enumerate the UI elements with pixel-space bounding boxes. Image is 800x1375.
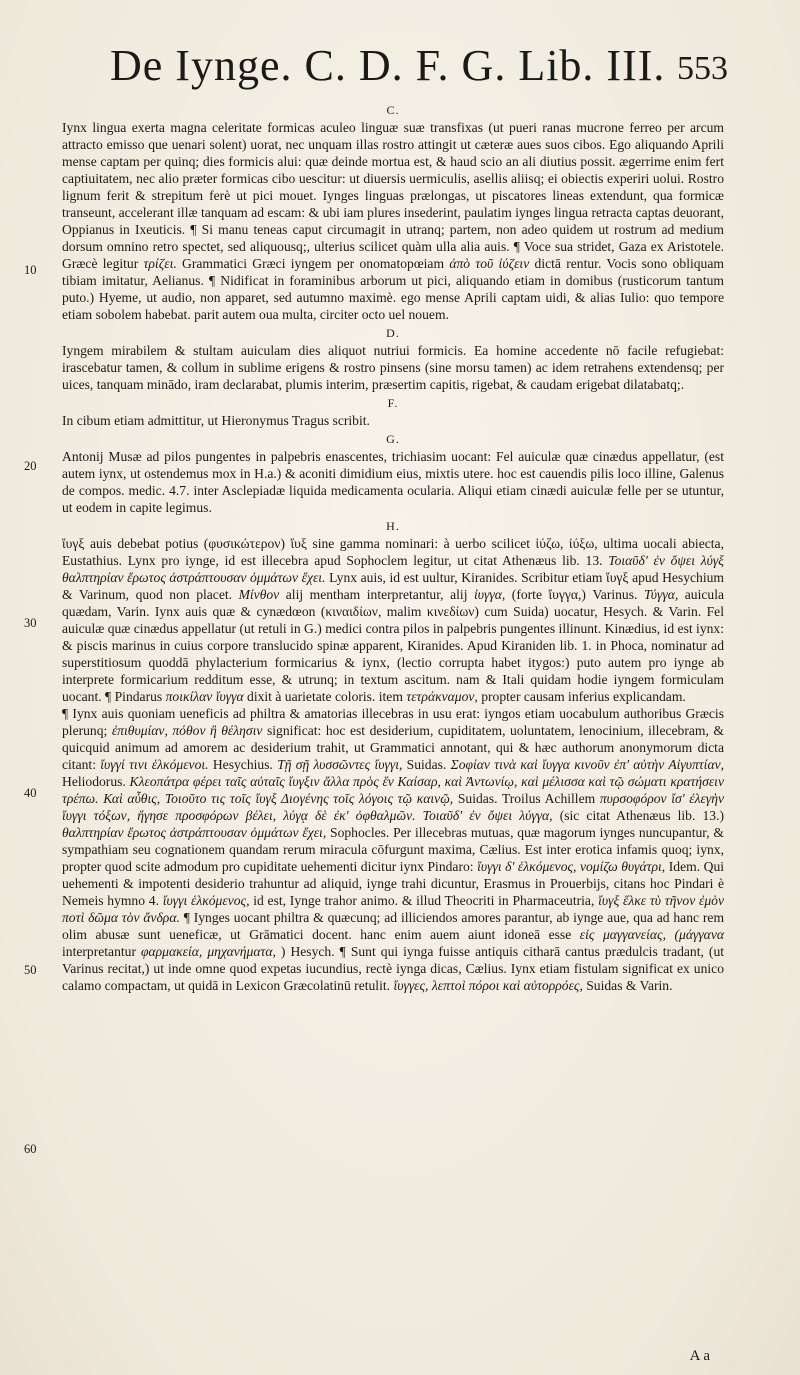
section-h-text: ἴυγξ auis debebat potius (φυσικώτερον) ἴυξ sine gamma nominari: à uerbo scilicet ἰύζω, ἰύξω, ultima uocali abiecta, Eustathius. Lynx pro iynge, id est illecebra apud Sophoclem legitur, ut citat Athenæus lib. 13.: [62, 536, 724, 568]
pilcrow-icon: ¶: [105, 689, 115, 704]
section-h-text: Sophocles. Per illecebras mutuas, quæ magorum iynges nuncupantur, & sympathiam seu cognationem quandam rerum miracula cōfurgunt maxima, Cælius. Est inter erotica infamis quoq; iynx, propter quod scite admodum pro cupiditate uehementi dicitur iynx Pindaro:: [62, 825, 724, 874]
catchword: A a: [689, 1348, 710, 1364]
pilcrow-icon: ¶: [190, 222, 202, 237]
section-d-text: Iyngem mirabilem & stultam auiculam dies aliquot nutriui formicis. Ea homine accedente nō facile refugiebat: irascebatur tamen, & collum in sublime erigens & rostro pinsens (sine morsu tamen) ac idem retrahens extendensq; per uices, tanquam minādo, iram declarabat, plumis interim, præsertim capitis, rigebat, & caudam erigebat dilatabatq;.: [62, 343, 724, 392]
greek-text: Τοιαῦδ' ἐν ὄψει λύγξ θαλπτηρίαν ἔρωτος ἀστράπτουσαν ὀμμάτων ἔχει.: [62, 553, 724, 585]
greek-text: τρίζει.: [143, 256, 177, 271]
greek-text: ἰυγγα,: [474, 587, 506, 602]
greek-text: φαρμακεία, μηχανήματα,: [141, 944, 276, 959]
greek-text: ἴυγγι δ' ἑλκόμενος, νομίζω θυγάτρι,: [477, 859, 666, 874]
section-h-text: (sic citat Athenæus lib. 13.): [559, 808, 725, 823]
greek-text: Μίνθον: [238, 587, 280, 602]
greek-text: ἴυγγες, λεπτοὶ πόροι καὶ αὐτορρόες,: [393, 978, 583, 993]
section-h-text: Suidas & Varin.: [586, 978, 673, 993]
greek-text: ἴυγξ ἕλκε τὺ τῆνον ἐμὸν ποτὶ δῶμα τὸν ἄνδρα.: [62, 893, 724, 925]
line-number-40: 40: [24, 786, 37, 800]
greek-text: τετράκναμον,: [406, 689, 478, 704]
section-h-text: Sunt qui iynga fuisse antiquis citharā cantus prædulcis tradant, (ut Varinus recitat,) ut inde omne quod expetas iucundius, rectè iynga dicas, Cælius. Iynx etiam fistulam significat ex unico calamo compactam, ut quidā in Lexicon Græcolatinū retulit.: [62, 944, 725, 993]
line-number-20: 20: [24, 459, 37, 473]
section-h-text: id est, Iynge trahor animo. & illud Theocriti in Pharmaceutria,: [253, 893, 595, 908]
section-c-text: Nidificat in foraminibus arborum ut pici, aliquando etiam in domibus (rusticorum tantum puto.) Hyeme, ut audio, non apparet, sed autumno maximè. ego mense Aprili captam uidi, & alias Iulio: quo tempore etiam sobolem habebat. parit autem oua multa, circiter octo uel nouem.: [62, 273, 724, 322]
margin-line-numbers: [24, 0, 54, 1375]
section-label-c: C.: [386, 103, 400, 117]
section-label-h: H.: [386, 519, 400, 533]
greek-text: ἴυγγί τινι ἑλκόμενοι.: [100, 757, 209, 772]
section-h-text: Iynges uocant philtra & quæcunq; ad illiciendos amores parantur, ab iynge aue, qua ad hanc rem olim abusæ sunt ueneficæ, ut Grāmatici docent. hanc enim auem aiunt idoneā esse: [62, 910, 725, 942]
line-number-50: 50: [24, 963, 37, 977]
pilcrow-icon: ¶: [62, 706, 73, 721]
greek-text: ποικίλαν ἴυγγα: [165, 689, 244, 704]
section-h-text: Idem. Qui uehementi & impotenti desiderio trahuntur ad aliquid, iynge trahi dicuntur, Erasmus in Prouerbijs, citans hoc Pindari è Nemeis hymno 4.: [62, 859, 725, 908]
greek-text: πυρσοφόρον ἴσ' ἐλεγὴν ἴυγγι τόξων, ἥγησε προσφόρων βέλει, λύγᾳ δὲ ἐκ' ὀφθαλμῶν.: [62, 791, 725, 823]
pilcrow-icon: ¶: [513, 239, 524, 254]
greek-text: Σοφίαν τινὰ καὶ ἴυγγα κινοῦν ἐπ' αὐτὴν Αἰγυπτίαν,: [450, 757, 725, 772]
greek-text: Τοιαῦδ' ἐν ὄψει λύγγα,: [422, 808, 553, 823]
section-c-text: Si manu teneas caput circumagit in utranq; partem, non adeo quidem ut rostrum ad medium dorsum omnino retro spectet, sed aliquousq;, ulterius scilicet quàm ulla alia auis.: [62, 222, 724, 254]
section-label-d: D.: [386, 326, 400, 340]
section-h-text: Heliodorus.: [62, 774, 126, 789]
pilcrow-icon: ¶: [183, 910, 194, 925]
section-c-text: Voce sua stridet, Gaza ex Aristotele. Græcè legitur: [62, 239, 725, 271]
greek-text: ἴυγγι ἑλκόμενος,: [162, 893, 250, 908]
section-d-paragraph: [62, 342, 724, 393]
greek-text: εἰς μαγγανείας, (μάγγανα: [579, 927, 724, 942]
section-label-g: G.: [386, 432, 400, 446]
section-h-text: alij mentham interpretantur, alij: [285, 587, 468, 602]
section-label-f: F.: [387, 396, 399, 410]
section-g-text: Antonij Musæ ad pilos pungentes in palpebris enascentes, trichiasim uocant: Fel auiculæ quæ cinædus appellatur, (est autem iynx, ut ostendemus mox in H.a.) & aconiti dimidium eius, mixtis utere. hoc est cauendis pilis loco illine, Galenus de compos. medic. 4.7. inter Asclepiadæ liquida medicamenta ocularia. Aliqui etiam cinædi auiculæ felle per se utuntur, ut eodem in capite legimus.: [62, 449, 724, 515]
section-h-text: Lynx auis, id est uultur, Kiranides. Scribitur etiam ἴυγξ apud Hesychium & Varinum, quod non placet.: [62, 570, 724, 602]
section-h-text: auicula quædam, Varin. Iynx auis quæ & cynædœon (κιναιδίων, malim κινεδίων) cum Suida) uocatur, Hesych. & Varin. Fel auiculæ quæ cinædus appellatur (ut retuli in G.) medici contra pilos in palpebris pungentes illinunt. Kinædius, id est iynx: & piscis marinus in cuius corpore translucido spinæ apparent, Kiranides. Apud Kiraniden lib. 1. in Phoca, nominatur ad superstitiosum quoddā phylacterium formicarius & iynx, (lectio corrupta habet itygos:) puto autem pro iynge ab interprete formicarium redditum esse, & utrunq; in textum ascitum. nam & Itali quidam hodie iyngem formiculam uocant.: [62, 587, 725, 704]
section-h-paragraph: [62, 705, 724, 994]
line-number-10: 10: [24, 263, 37, 277]
pilcrow-icon: ¶: [339, 944, 351, 959]
section-c-text: dictā rentur. Vocis sono obliquam tibiam imitatur, Aelianus.: [62, 256, 724, 288]
section-f-text: In cibum etiam admittitur, ut Hieronymus Tragus scribit.: [62, 413, 370, 428]
section-c-paragraph: [62, 119, 724, 323]
section-f-paragraph: [62, 412, 724, 429]
page-number: 553: [677, 50, 728, 87]
greek-text: Τύγγα,: [643, 587, 679, 602]
section-h-text: Suidas. Troilus Achillem: [457, 791, 596, 806]
section-h-text: interpretantur: [62, 944, 136, 959]
greek-text: Κλεοπάτρα φέρει ταῖς αὐταῖς ἴυγξιν ἄλλα πρὸς ἕν Καίσαρ, καὶ Ἀντωνίῳ, καὶ μέλισσα καὶ τῷ σώματι κρατήσειν τρέπω. Καὶ αὖθις, Τοιοῦτο τις τοῖς ἴυγξ Διογένης τοῖς λόγοις τῷ καινῷ,: [62, 774, 724, 806]
section-h-text: propter causam inferius explicandam.: [481, 689, 686, 704]
section-h-text: Iynx auis quoniam ueneficis ad philtra & amatorias illecebras in usu erat: iyngos etiam uocabulum authoribus Græcis plerunq;: [62, 706, 725, 738]
section-h-text: Hesychius.: [212, 757, 273, 772]
running-title: De Iynge. C. D. F. G. Lib. III.: [110, 41, 666, 90]
section-h-text: Pindarus: [114, 689, 163, 704]
greek-text: Τῇ σῇ λυσσῶντες ἴυγγι,: [277, 757, 403, 772]
section-h-text: ) Hesych.: [280, 944, 335, 959]
section-h-paragraph: [62, 535, 724, 705]
section-h-text: (forte ἴυγγα,) Varinus.: [511, 587, 638, 602]
section-g-paragraph: [62, 448, 724, 516]
section-h-text: Suidas.: [406, 757, 447, 772]
section-h-text: significat: hoc est desiderium, cupiditatem, uoluntatem, lenocinium, illecebram, & quicquid animum ad amorem ac desiderium trahit, ut Grammatici annotant, qui & hæc authorum anonymorum dicta citant:: [62, 723, 724, 772]
section-h-text: dixit à uarietate coloris. item: [247, 689, 403, 704]
section-c-text: Grammatici Græci iyngem per onomatopœiam: [182, 256, 445, 271]
section-c-text: Iynx lingua exerta magna celeritate formicas aculeo linguæ suæ transfixas (ut pueri ranas mucrone ferreo per arcum attracto emisso que uenari solent) uorat, nec unquam illas rostro attingit ut cæteræ aues suos cibos. Ego aliquando Aprili mense captam per quinq; dies formicis alui: quæ deinde mortua est, & haud scio an ali diutius possit. ægerrime enim fert captiuitatem, nec alio præter formicas cibo uescitur: ut diuersis uermiculis, asellis aliisq; ei obiectis experiri uolui. Rostro lignum ferit & strepitum ferè ut pici mouet. Iynges linguas prælongas, ut piscatores lineas extendunt, qua formicæ transeunt, accelerant illæ tanquam ad escam: & ubi iam plures insederint, paulatim iynges lingua retracta captas deuorant, Oppianus in Ixeuticis.: [62, 120, 724, 237]
body-text: [62, 100, 724, 994]
line-number-60: 60: [24, 1142, 37, 1156]
greek-text: θαλπτηρίαν ἔρωτος ἀστράπτουσαν ὀμμάτων ἔχει,: [62, 825, 327, 840]
greek-text: ἐπιθυμίαν, πόθον ἢ θέλησιν: [111, 723, 263, 738]
line-number-30: 30: [24, 616, 37, 630]
pilcrow-icon: ¶: [208, 273, 221, 288]
greek-text: ἀπὸ τοῦ ἰύζειν: [449, 256, 530, 271]
